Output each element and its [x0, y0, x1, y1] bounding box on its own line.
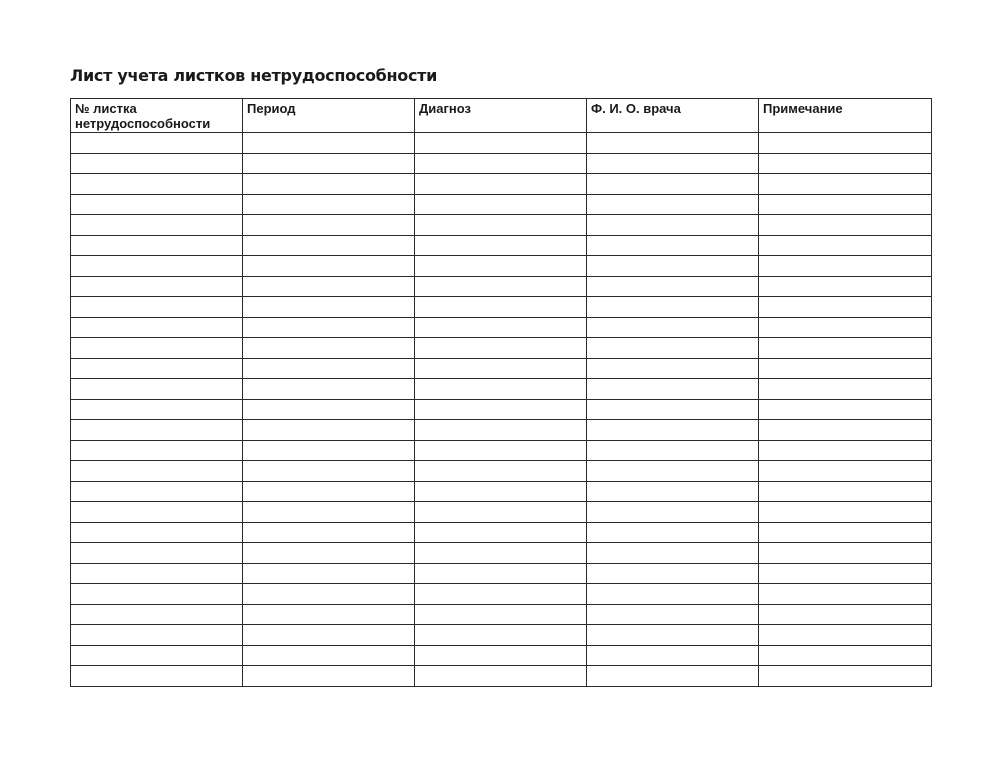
table-body [71, 133, 932, 687]
sick-leave-log-table [70, 98, 932, 687]
table-cell [415, 153, 587, 174]
table-cell [587, 502, 759, 523]
table-row [71, 133, 932, 154]
table-cell [415, 522, 587, 543]
table-cell [587, 133, 759, 154]
table-cell [587, 522, 759, 543]
table-row [71, 358, 932, 379]
table-row [71, 276, 932, 297]
table-row [71, 604, 932, 625]
table-cell [71, 317, 243, 338]
table-cell [243, 235, 415, 256]
table-cell [243, 481, 415, 502]
table-row [71, 256, 932, 277]
table-cell [243, 461, 415, 482]
table-cell [71, 153, 243, 174]
table-row [71, 522, 932, 543]
table-cell [71, 584, 243, 605]
table-row [71, 379, 932, 400]
table-cell [759, 215, 932, 236]
table-cell [587, 358, 759, 379]
table-cell [71, 625, 243, 646]
table-cell [243, 317, 415, 338]
table-cell [587, 563, 759, 584]
table-cell [759, 297, 932, 318]
table-cell [71, 522, 243, 543]
table-cell [243, 256, 415, 277]
table-cell [415, 235, 587, 256]
table-cell [243, 645, 415, 666]
table-cell [71, 645, 243, 666]
table-cell [71, 399, 243, 420]
table-cell [71, 194, 243, 215]
table-cell [243, 358, 415, 379]
table-cell [415, 194, 587, 215]
table-cell [587, 543, 759, 564]
table-cell [759, 522, 932, 543]
table-row [71, 584, 932, 605]
table-cell [587, 666, 759, 687]
table-cell [759, 502, 932, 523]
column-header-period: Период [243, 99, 415, 133]
table-cell [587, 440, 759, 461]
table-cell [243, 133, 415, 154]
table-cell [71, 133, 243, 154]
table-row [71, 481, 932, 502]
table-row [71, 645, 932, 666]
table-cell [415, 440, 587, 461]
table-cell [415, 502, 587, 523]
table-cell [243, 379, 415, 400]
table-cell [759, 256, 932, 277]
table-cell [759, 317, 932, 338]
table-cell [243, 625, 415, 646]
table-row [71, 420, 932, 441]
table-cell [587, 461, 759, 482]
table-cell [415, 543, 587, 564]
table-row [71, 297, 932, 318]
table-cell [759, 563, 932, 584]
table-cell [415, 604, 587, 625]
table-row [71, 194, 932, 215]
table-cell [71, 543, 243, 564]
table-cell [587, 604, 759, 625]
table-cell [759, 358, 932, 379]
table-cell [587, 194, 759, 215]
table-cell [587, 215, 759, 236]
table-cell [759, 276, 932, 297]
table-cell [243, 584, 415, 605]
table-cell [587, 399, 759, 420]
table-cell [587, 584, 759, 605]
table-cell [71, 563, 243, 584]
table-row [71, 399, 932, 420]
table-cell [759, 338, 932, 359]
table-row [71, 625, 932, 646]
table-cell [415, 666, 587, 687]
table-cell [71, 379, 243, 400]
table-cell [243, 174, 415, 195]
table-cell [243, 399, 415, 420]
table-cell [243, 338, 415, 359]
table-row [71, 543, 932, 564]
table-cell [71, 358, 243, 379]
table-cell [243, 276, 415, 297]
table-cell [759, 543, 932, 564]
table-cell [759, 133, 932, 154]
table-cell [415, 358, 587, 379]
table-cell [587, 317, 759, 338]
table-cell [759, 625, 932, 646]
table-cell [71, 461, 243, 482]
table-cell [587, 645, 759, 666]
column-header-doctor-name: Ф. И. О. врача [587, 99, 759, 133]
table-cell [243, 153, 415, 174]
table-cell [759, 440, 932, 461]
table-row [71, 215, 932, 236]
table-cell [71, 297, 243, 318]
column-header-sheet-number: № листка нетрудоспособности [71, 99, 243, 133]
table-cell [415, 481, 587, 502]
table-cell [243, 666, 415, 687]
table-cell [243, 604, 415, 625]
table-cell [415, 297, 587, 318]
table-cell [415, 399, 587, 420]
table-cell [759, 481, 932, 502]
table-cell [415, 133, 587, 154]
table-cell [587, 338, 759, 359]
table-cell [587, 153, 759, 174]
table-cell [415, 256, 587, 277]
table-cell [415, 379, 587, 400]
table-cell [243, 563, 415, 584]
table-cell [587, 174, 759, 195]
table-row [71, 440, 932, 461]
table-cell [415, 276, 587, 297]
table-cell [759, 379, 932, 400]
table-cell [71, 256, 243, 277]
table-row [71, 317, 932, 338]
column-header-diagnosis: Диагноз [415, 99, 587, 133]
table-cell [759, 584, 932, 605]
table-cell [243, 194, 415, 215]
table-cell [71, 338, 243, 359]
table-cell [243, 420, 415, 441]
table-cell [759, 399, 932, 420]
table-cell [71, 276, 243, 297]
table-cell [71, 502, 243, 523]
table-cell [71, 666, 243, 687]
table-cell [415, 215, 587, 236]
table-cell [587, 420, 759, 441]
table-cell [243, 502, 415, 523]
table-row [71, 563, 932, 584]
table-row [71, 174, 932, 195]
table-cell [71, 604, 243, 625]
table-cell [587, 256, 759, 277]
table-cell [415, 645, 587, 666]
table-cell [415, 338, 587, 359]
table-cell [587, 625, 759, 646]
table-cell [759, 174, 932, 195]
table-cell [415, 563, 587, 584]
table-cell [243, 522, 415, 543]
table-cell [587, 481, 759, 502]
table-cell [71, 440, 243, 461]
table-cell [759, 420, 932, 441]
table-cell [71, 420, 243, 441]
table-cell [759, 666, 932, 687]
table-row [71, 235, 932, 256]
table-row [71, 153, 932, 174]
column-header-note: Примечание [759, 99, 932, 133]
table-cell [759, 235, 932, 256]
table-cell [415, 625, 587, 646]
table-cell [415, 317, 587, 338]
table-cell [243, 297, 415, 318]
page-title: Лист учета листков нетрудоспособности [70, 66, 438, 85]
table-row [71, 666, 932, 687]
table-cell [759, 604, 932, 625]
table-cell [759, 153, 932, 174]
table-cell [587, 235, 759, 256]
table-row [71, 338, 932, 359]
table-cell [759, 461, 932, 482]
table-cell [759, 194, 932, 215]
table-cell [243, 543, 415, 564]
table-cell [71, 481, 243, 502]
table-cell [759, 645, 932, 666]
table-cell [243, 215, 415, 236]
table-cell [71, 174, 243, 195]
table-cell [415, 584, 587, 605]
table-cell [243, 440, 415, 461]
table-cell [415, 461, 587, 482]
table-row [71, 502, 932, 523]
table-cell [587, 276, 759, 297]
table-header-row [71, 99, 932, 133]
table-cell [71, 235, 243, 256]
table-cell [71, 215, 243, 236]
table-cell [415, 174, 587, 195]
table-cell [415, 420, 587, 441]
table-row [71, 461, 932, 482]
table-cell [587, 297, 759, 318]
table-cell [587, 379, 759, 400]
